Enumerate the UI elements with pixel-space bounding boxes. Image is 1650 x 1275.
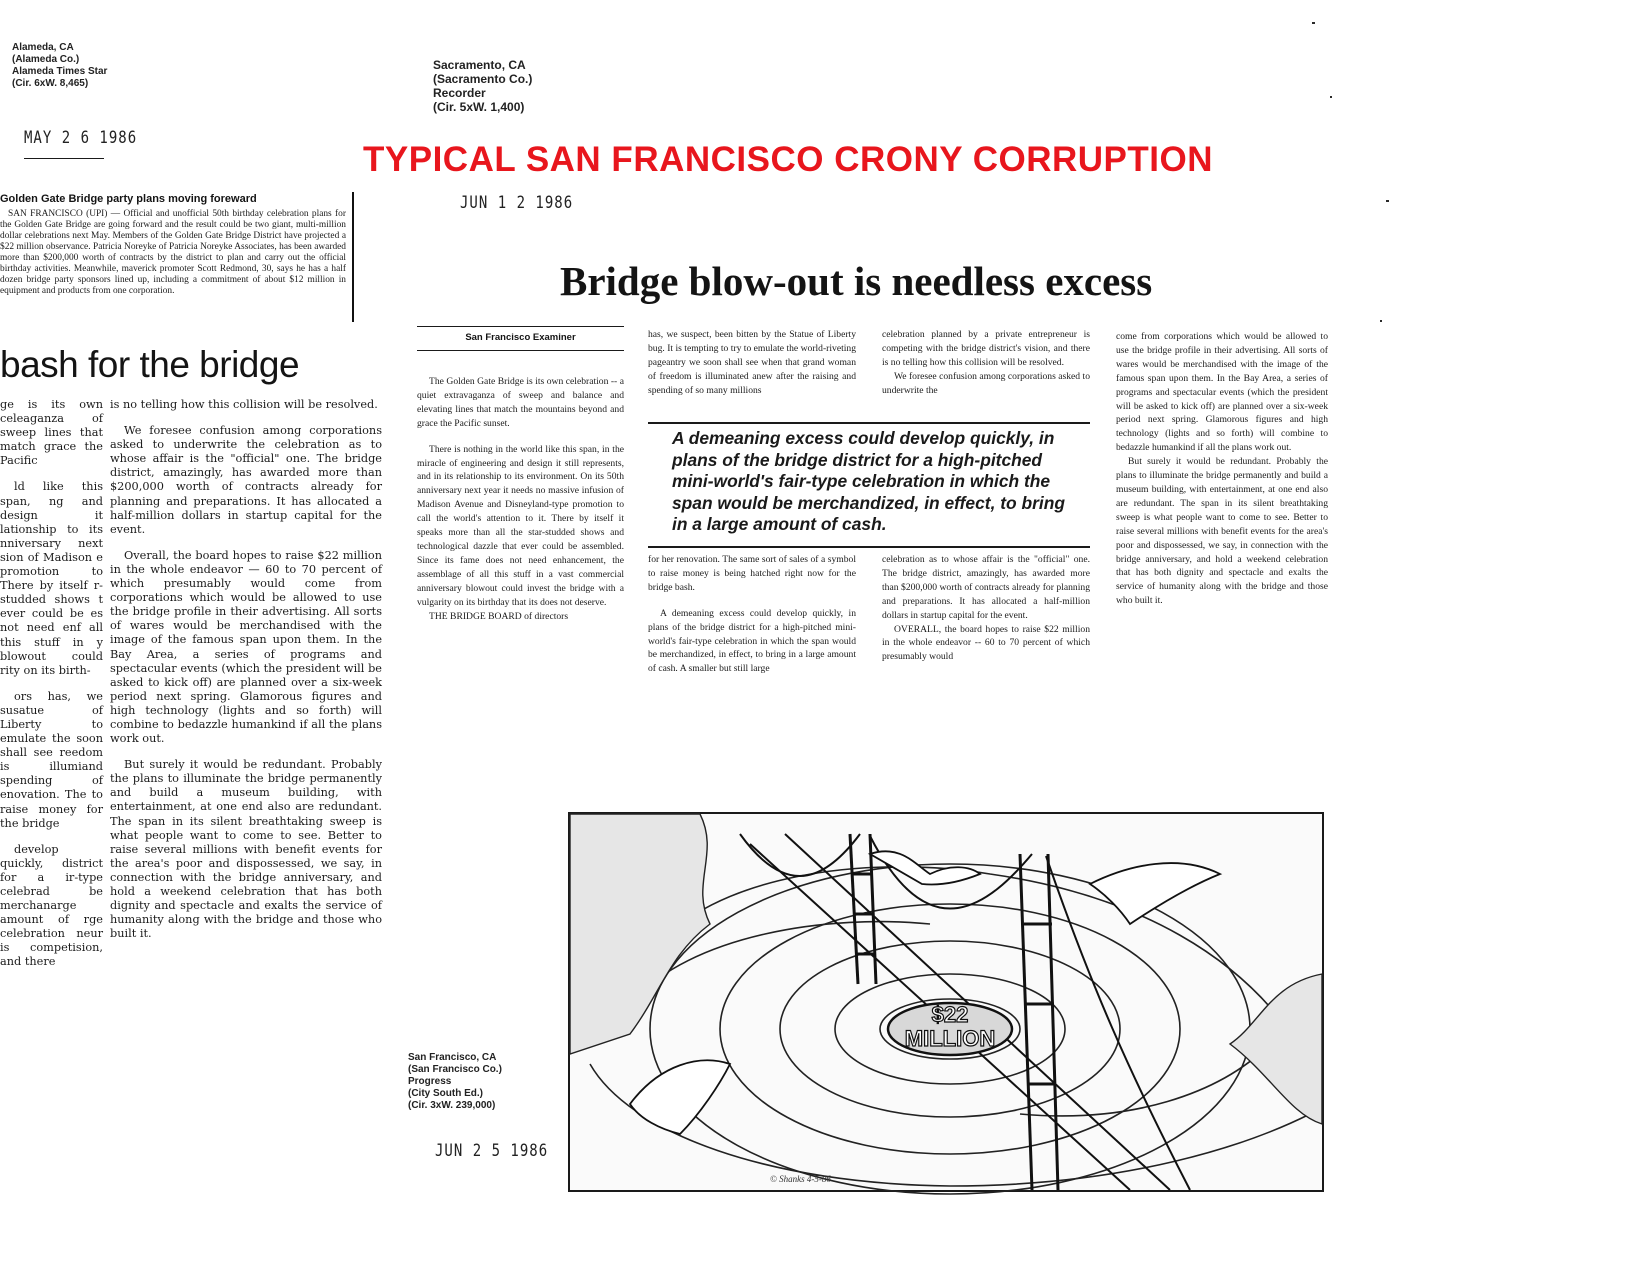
left-column-fragment: ge is its own celeaganza of sweep lines that match grace the Pacific ld like this span, ng and design it lationship to its nniversary next sion of Madison e promotion to There by itself r-studded shows t ever could be es not need enf all this stuff in y blowout could rity on its birth- ors has, we susatue of Liberty to emulate the soon shall see reedom is illumiand spending of enovation. The to raise money for the bridge develop quickly, district for a ir-type celebrad be merchanarge amount of rge celebration neur is competision, and there <box>0 398 103 969</box>
main-column-2-top: has, we suspect, been bitten by the Statue of Liberty bug. It is tempting to try to emulate the world-riveting pageantry we soon shall see when that grand woman of freedom is illuminated anew after the raising and spending of so many millions <box>648 329 856 396</box>
date-stamp-alameda: MAY 2 6 1986 <box>24 128 138 148</box>
cartoon-amount: $22 <box>931 1002 969 1027</box>
main-column-3-bottom: celebration as to whose affair is the "official" one. The bridge district, amazingly, has awarded more than $200,000 worth of contracts already for planning and preparations. It has allocated a half-million dollars in startup capital for the event. OVERALL, the board hopes to raise $22 million in the whole endeavor -- 60 to 70 percent of which presumably would <box>882 554 1090 663</box>
byline-rule-bottom <box>417 350 624 351</box>
byline: San Francisco Examiner <box>465 332 576 343</box>
main-column-3-top: celebration planned by a private entrepreneur is competing with the bridge district's vision, and there is no telling how this collision will be resolved. We foresee confusion among corporations asked to underwrite the <box>882 329 1090 396</box>
bash-headline: bash for the bridge <box>0 344 300 385</box>
main-column-4: come from corporations which would be allowed to use the bridge profile in their advertising. All sorts of wares would be merchandised with the image of the famous span upon them. In the Bay Area, a series of programs and spectacular events (which the president will be asked to kick off) are planned over a six-week period next spring. Glamorous figures and high technology (lights and so forth) will combine to bedazzle humankind if all the plans work out. But surely it would be redundant. Probably the plans to illuminate the bridge permanently and build a museum building, with entertainment, at one end also are redundant. The span in its silent breathtaking sweep is what people want to come to see. Better to raise several millions with benefit events for the area's poor and dispossessed, we say, in connection with the bridge anniversary, and hold a weekend celebration that has both dignity and spectacle and exalts the service of humanity along with the bridge and those who built it. <box>1116 331 1328 607</box>
left-column-main: is no telling how this collision will be resolved. We foresee confusion among corporations asked to underwrite the celebration as to whose affair is the "official" one. The bridge district, amazingly, has awarded more than $200,000 worth of contracts already for planning and preparations. It has allocated a half-million dollars in startup capital for the event. Overall, the board hopes to raise $22 million in the whole endeavor — 60 to 70 percent of which presumably would come from corporations which would be allowed to use the bridge profile in their advertising. All sorts of wares would be merchandised with the image of the famous span upon them. In the Bay Area, a series of programs and spectacular events (which the president will be asked to kick off) are planned over a six-week period next spring. Glamorous figures and high technology (lights and so forth) will combine to bedazzle humankind if all the plans work out. But surely it would be redundant. Probably the plans to illuminate the bridge permanently and build a museum building, with entertainment, at one end also are redundant. The span in its silent breathtaking sweep is what people want to come to see. Better to raise several millions with benefit events for the area's poor and dispossessed, we say, in connection with the bridge anniversary, and hold a weekend celebration that has both dignity and spectacle and exalts the service of humanity along with the bridge and those who built it. <box>110 398 382 941</box>
scan-speck <box>1386 200 1389 202</box>
byline-rule-top <box>417 326 624 327</box>
main-column-1: The Golden Gate Bridge is its own celebration -- a quiet extravaganza of sweep and balance and elevating lines that match the mountains beyond and grace the Pacific sunset. There is nothing in the world like this span, in the miracle of engineering and design it still represents, and in its relationship to its environment. On its 50th anniversary next year it needs no massive infusion of Madison Avenue and Disneyland-type promotion to call the world's attention to it. There by itself it speaks more than all the star-studded shows and technological dazzle that ever could be assembled. Since its fame does not need enhancement, the assemblage of all this stuff in a vast commercial anniversary blowout could invest the bridge with a vulgarity on its birthday that its does not deserve. THE BRIDGE BOARD of directors <box>417 376 624 622</box>
pullquote: A demeaning excess could develop quickly, in plans of the bridge district for a high-pitched mini-world's fair-type celebration in which the span would be merchandized, in effect, to bring in a large amount of cash. <box>672 428 1065 534</box>
date-stamp-sacramento: JUN 1 2 1986 <box>460 193 574 213</box>
brief-body: SAN FRANCISCO (UPI) — Official and unofficial 50th birthday celebration plans for the Golden Gate Bridge are going forward and the result could be two giant, multi-million dollar celebrations next May. Members of the Golden Gate Bridge District have projected a $22 million observance. Patricia Noreyke of Patricia Noreyke Associates, has been awarded more than $200,000 worth of contracts by the district to plan and carry out the official birthday activities. Meanwhile, maverick promoter Scott Redmond, 30, says he has a half dozen bridge party sponsors lined up, including a commitment of about $12 million in equipment and products from one corporation. <box>0 209 346 296</box>
pullquote-rule-top <box>648 422 1090 424</box>
source-label-progress: San Francisco, CA (San Francisco Co.) Progress (City South Ed.) (Cir. 3xW. 239,000) <box>408 1052 502 1111</box>
cartoon-drawing <box>570 814 1322 1190</box>
brief-headline: Golden Gate Bridge party plans moving foreward <box>0 193 257 205</box>
source-label-sacramento: Sacramento, CA (Sacramento Co.) Recorder (Cir. 5xW. 1,400) <box>433 58 533 114</box>
date-stamp-progress: JUN 2 5 1986 <box>435 1141 549 1161</box>
banner-headline: TYPICAL SAN FRANCISCO CRONY CORRUPTION <box>363 140 1213 179</box>
scan-speck <box>1330 96 1332 98</box>
cartoon-signature: © Shanks 4-5-86 <box>770 1174 831 1184</box>
cartoon-million: MILLION <box>904 1026 996 1051</box>
scan-speck <box>1380 320 1382 322</box>
main-headline: Bridge blow-out is needless excess <box>560 258 1153 304</box>
scan-speck <box>1312 22 1315 24</box>
editorial-cartoon <box>568 812 1324 1192</box>
main-column-2-bottom: for her renovation. The same sort of sales of a symbol to raise money is being hatched right now for the bridge bash. A demeaning excess could develop quickly, in plans of the bridge district for a high-pitched mini-world's fair-type celebration in which the span would be merchandized, in effect, to bring in a large amount of cash. A smaller but still large <box>648 554 856 675</box>
upi-brief <box>0 192 354 322</box>
source-label-alameda: Alameda, CA (Alameda Co.) Alameda Times Star (Cir. 6xW. 8,465) <box>12 42 108 89</box>
date-underline <box>24 158 104 159</box>
pullquote-rule-bottom <box>648 546 1090 548</box>
